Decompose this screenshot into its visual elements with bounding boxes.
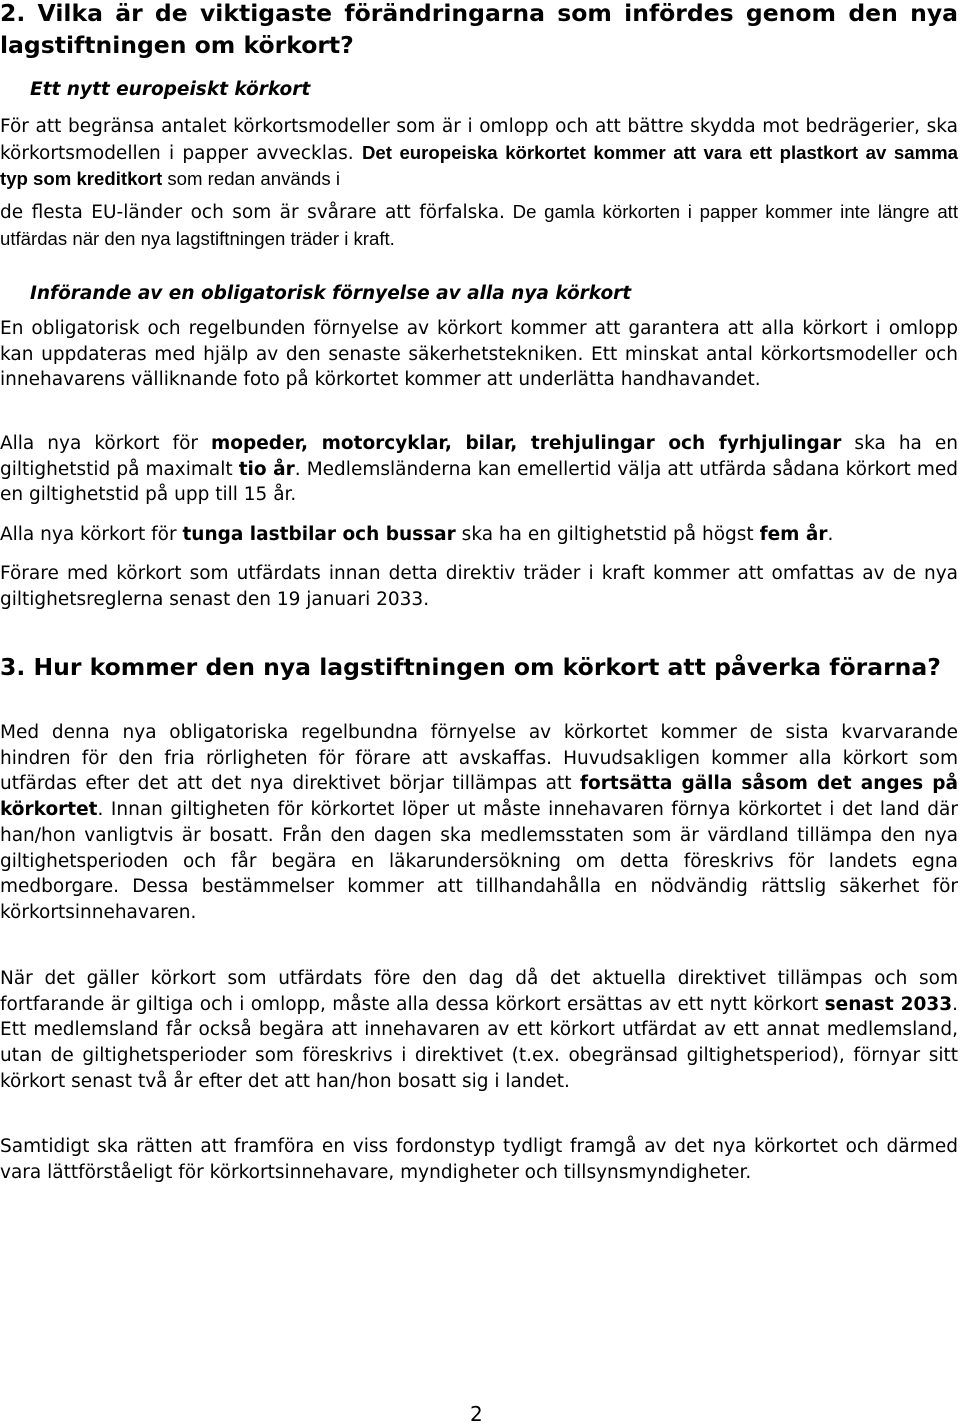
text-run: som redan används i (162, 168, 340, 190)
text-run: . Innan giltigheten för körkortet löper ut måste innehavaren förnya körkortet i det land där han/hon vanligtvis är bosatt. Från den dagen ska medlemsstaten som är värdland tillämpa den nya giltighetsperioden och får begära en läkarundersökning om detta föreskrivs för landets egna medborgare. Dessa bestämmelser kommer att tillhandahålla en nödvändig rättslig säkerhet för körkortsinnehavaren. (0, 799, 958, 923)
text-run: De gamla körkorten i papper kommer inte längre att utfärdas när den nya lagstiftningen träder i kraft. (0, 201, 958, 249)
subheading-new-license: Ett nytt europeiskt körkort (30, 79, 311, 100)
paragraph-renewal-2 (0, 431, 958, 508)
bold-text-run: tunga lastbilar och bussar (182, 524, 456, 545)
paragraph-drivers-2 (0, 966, 958, 1095)
subheading-renewal: Införande av en obligatorisk förnyelse av alla nya körkort (30, 283, 632, 304)
paragraph-renewal-4: Förare med körkort som utfärdats innan detta direktiv träder i kraft kommer att omfattas av de nya giltighetsreglerna senast den 19 januari 2033. (0, 563, 958, 610)
bold-text-run: tio år (238, 458, 295, 480)
text-run: ska ha en giltighetstid på maximalt (0, 433, 959, 480)
text-run: ska ha en giltighetstid på högst (455, 524, 760, 545)
text-run: . Ett medlemsland får också begära att innehavaren av ett körkort utfärdat av ett annat medlemsland, utan de giltighetsperioder som föreskrivs i direktivet (t.ex. obegränsad giltighetsperiod), förnyar sitt körkort senast två år efter det att han/hon bosatt sig i landet. (0, 993, 959, 1092)
text-run: Alla nya körkort för (0, 524, 183, 545)
section-3-heading: 3. Hur kommer den nya lagstiftningen om körkort att påverka förarna? (0, 653, 941, 681)
text-run: . Medlemsländerna kan emellertid välja att utfärda sådana körkort med en giltighetstid på upp till 15 år. (0, 458, 958, 506)
paragraph-drivers-1 (0, 720, 958, 926)
paragraph-new-license (0, 114, 958, 253)
text-run: de flesta EU-länder och som är svårare att förfalska. (0, 202, 505, 224)
paragraph-renewal-1: En obligatorisk och regelbunden förnyelse av körkort kommer att garantera att alla körkort i omlopp kan uppdateras med hjälp av den senaste säkerhetstekniken. Ett minskat antal körkortsmodeller och innehavarens välliknande foto på körkortet kommer att underlätta handhavandet. (0, 318, 958, 391)
text-run: Med denna nya obligatoriska regelbundna förnyelse av körkortet kommer de sista kvarvarande hindren för den fria rörligheten för förare att avskaffas. Huvudsakligen kommer alla körkort som utfärdas efter det att det nya direktivet börjar tillämpas att (0, 722, 958, 795)
page-number: 2 (470, 1402, 483, 1426)
text-run: Alla nya körkort för (0, 433, 212, 454)
bold-text-run: senast 2033 (824, 993, 953, 1015)
paragraph-drivers-3: Samtidigt ska rätten att framföra en viss fordonstyp tydligt framgå av det nya körkortet och därmed vara lättförståeligt för körkortsinnehavare, myndigheter och tillsynsmyndigheter. (0, 1136, 958, 1183)
bold-text-run: Det europeiska körkortet kommer att vara ett plastkort av samma typ som kreditkort (0, 141, 958, 190)
paragraph-renewal-3 (0, 522, 958, 548)
bold-text-run: fortsätta gälla såsom det anges på körkortet (0, 773, 958, 821)
text-run: För att begränsa antalet körkortsmodeller som är i omlopp och att bättre skydda mot bedrägerier, ska körkortsmodellen i papper avvecklas. (0, 116, 958, 164)
bold-text-run: fem år (759, 524, 828, 545)
text-run: . (827, 524, 834, 545)
line-gap (0, 193, 958, 199)
text-run: När det gäller körkort som utfärdats före den dag då det aktuella direktivet tillämpas och som fortfarande är giltiga och i omlopp, måste alla dessa körkort ersättas av ett nytt körkort (0, 968, 958, 1015)
bold-text-run: mopeder, motorcyklar, bilar, trehjulingar och fyrhjulingar (211, 433, 842, 454)
section-2-heading: 2. Vilka är de viktigaste förändringarna som infördes genom den nya lagstiftningen om körkort? (0, 0, 958, 59)
